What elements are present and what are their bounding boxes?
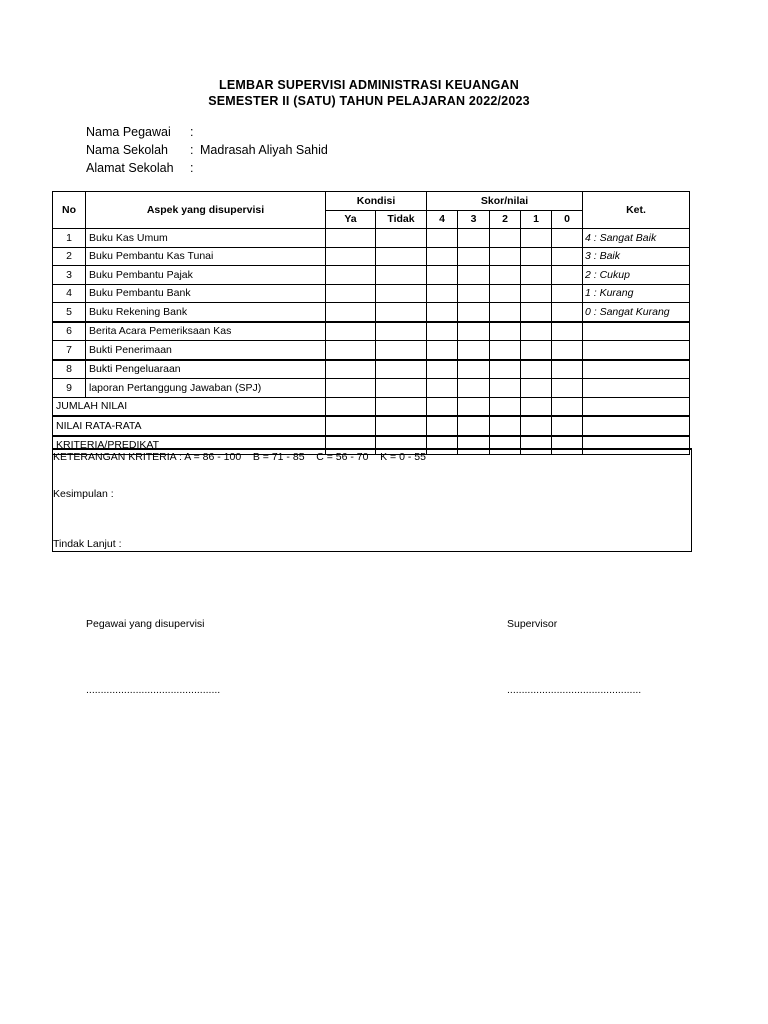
supervision-table: [52, 191, 690, 455]
skor-1-cell[interactable]: [521, 360, 552, 379]
skor-3-cell[interactable]: [458, 360, 490, 379]
cell[interactable]: [326, 416, 376, 436]
kondisi-tidak-cell[interactable]: [376, 322, 427, 341]
kondisi-ya-cell[interactable]: [326, 229, 376, 248]
row-aspek: Bukti Pengeluaraan: [86, 360, 326, 379]
skor-2-cell[interactable]: [490, 266, 521, 285]
kondisi-tidak-cell[interactable]: [376, 229, 427, 248]
cell[interactable]: [427, 416, 458, 436]
row-ket: 2 : Cukup: [583, 266, 690, 285]
cell[interactable]: [490, 397, 521, 416]
row-ket: [583, 379, 690, 398]
header-skor-3: 3: [458, 210, 490, 229]
header-skor-4: 4: [427, 210, 458, 229]
row-aspek: Buku Rekening Bank: [86, 303, 326, 322]
skor-1-cell[interactable]: [521, 284, 552, 303]
skor-1-cell[interactable]: [521, 229, 552, 248]
skor-0-cell[interactable]: [552, 247, 583, 266]
nama-pegawai-colon: :: [190, 125, 194, 139]
cell[interactable]: [376, 397, 427, 416]
kondisi-ya-cell[interactable]: [326, 303, 376, 322]
skor-2-cell[interactable]: [490, 247, 521, 266]
row-aspek: laporan Pertanggung Jawaban (SPJ): [86, 379, 326, 398]
pegawai-signature-line[interactable]: ..............................................: [86, 684, 221, 696]
notes-box: [52, 448, 692, 552]
skor-1-cell[interactable]: [521, 247, 552, 266]
cell[interactable]: [552, 397, 583, 416]
skor-3-cell[interactable]: [458, 266, 490, 285]
row-no: 1: [53, 229, 86, 248]
row-ket: 0 : Sangat Kurang: [583, 303, 690, 322]
kondisi-ya-cell[interactable]: [326, 379, 376, 398]
skor-2-cell[interactable]: [490, 360, 521, 379]
skor-2-cell[interactable]: [490, 284, 521, 303]
kondisi-ya-cell[interactable]: [326, 322, 376, 341]
skor-0-cell[interactable]: [552, 341, 583, 360]
skor-0-cell[interactable]: [552, 303, 583, 322]
row-no: 6: [53, 322, 86, 341]
row-aspek: Buku Pembantu Kas Tunai: [86, 247, 326, 266]
header-ya: Ya: [326, 210, 376, 229]
cell[interactable]: [427, 397, 458, 416]
kondisi-tidak-cell[interactable]: [376, 379, 427, 398]
row-no: 2: [53, 247, 86, 266]
supervisor-signature-label: Supervisor: [507, 618, 558, 630]
skor-1-cell[interactable]: [521, 303, 552, 322]
header-skor: Skor/nilai: [427, 192, 583, 211]
skor-4-cell[interactable]: [427, 341, 458, 360]
kondisi-tidak-cell[interactable]: [376, 360, 427, 379]
skor-2-cell[interactable]: [490, 322, 521, 341]
skor-4-cell[interactable]: [427, 266, 458, 285]
cell[interactable]: [376, 416, 427, 436]
row-no: 4: [53, 284, 86, 303]
row-aspek: Buku Pembantu Bank: [86, 284, 326, 303]
document-title-line2: SEMESTER II (SATU) TAHUN PELAJARAN 2022/2023: [208, 94, 530, 108]
summary-label-rata: NILAI RATA-RATA: [53, 416, 326, 436]
table-row: [53, 266, 690, 285]
pegawai-signature-label: Pegawai yang disupervisi: [86, 618, 205, 630]
skor-2-cell[interactable]: [490, 303, 521, 322]
tindak-lanjut-label: Tindak Lanjut :: [53, 538, 122, 550]
nama-sekolah-colon: :: [190, 143, 194, 157]
keterangan-kriteria: KETERANGAN KRITERIA : A = 86 - 100 B = 71 - 85 C = 56 - 70 K = 0 - 55: [53, 451, 426, 463]
skor-0-cell[interactable]: [552, 229, 583, 248]
row-ket: 3 : Baik: [583, 247, 690, 266]
row-ket: [583, 360, 690, 379]
skor-0-cell[interactable]: [552, 379, 583, 398]
summary-label-jumlah: JUMLAH NILAI: [53, 397, 326, 416]
skor-3-cell[interactable]: [458, 229, 490, 248]
header-ket: Ket.: [583, 192, 690, 229]
table-row: [53, 341, 690, 360]
skor-1-cell[interactable]: [521, 266, 552, 285]
row-ket: 4 : Sangat Baik: [583, 229, 690, 248]
skor-3-cell[interactable]: [458, 303, 490, 322]
row-ket: [583, 322, 690, 341]
skor-3-cell[interactable]: [458, 247, 490, 266]
kondisi-ya-cell[interactable]: [326, 341, 376, 360]
cell[interactable]: [326, 397, 376, 416]
table-row: [53, 322, 690, 341]
summary-label-kriteria: KRITERIA/PREDIKAT: [53, 436, 326, 455]
table-row: [53, 229, 690, 248]
cell[interactable]: [490, 416, 521, 436]
header-no: No: [53, 192, 86, 229]
header-skor-2: 2: [490, 210, 521, 229]
cell[interactable]: [552, 416, 583, 436]
row-aspek: Buku Pembantu Pajak: [86, 266, 326, 285]
kondisi-ya-cell[interactable]: [326, 360, 376, 379]
skor-1-cell[interactable]: [521, 322, 552, 341]
skor-4-cell[interactable]: [427, 379, 458, 398]
skor-1-cell[interactable]: [521, 341, 552, 360]
nama-pegawai-label: Nama Pegawai: [86, 125, 171, 139]
cell[interactable]: [583, 397, 690, 416]
table-row: [53, 247, 690, 266]
skor-3-cell[interactable]: [458, 341, 490, 360]
skor-0-cell[interactable]: [552, 266, 583, 285]
row-ket: [583, 341, 690, 360]
table-row: [53, 284, 690, 303]
kondisi-ya-cell[interactable]: [326, 247, 376, 266]
table-header-row: [53, 192, 690, 211]
row-no: 5: [53, 303, 86, 322]
kondisi-tidak-cell[interactable]: [376, 247, 427, 266]
summary-row-jumlah: [53, 397, 690, 416]
alamat-sekolah-label: Alamat Sekolah: [86, 161, 174, 175]
row-no: 7: [53, 341, 86, 360]
skor-4-cell[interactable]: [427, 322, 458, 341]
skor-0-cell[interactable]: [552, 284, 583, 303]
row-no: 9: [53, 379, 86, 398]
row-aspek: Berita Acara Pemeriksaan Kas: [86, 322, 326, 341]
table-body: [53, 229, 690, 398]
table-row: [53, 303, 690, 322]
skor-4-cell[interactable]: [427, 247, 458, 266]
nama-sekolah-value: Madrasah Aliyah Sahid: [200, 143, 328, 157]
header-skor-1: 1: [521, 210, 552, 229]
summary-row-rata: [53, 416, 690, 436]
header-kondisi: Kondisi: [326, 192, 427, 211]
alamat-sekolah-colon: :: [190, 161, 194, 175]
cell[interactable]: [521, 416, 552, 436]
skor-4-cell[interactable]: [427, 303, 458, 322]
cell[interactable]: [458, 416, 490, 436]
kesimpulan-label: Kesimpulan :: [53, 488, 114, 500]
cell[interactable]: [458, 397, 490, 416]
kondisi-ya-cell[interactable]: [326, 266, 376, 285]
skor-0-cell[interactable]: [552, 360, 583, 379]
row-no: 3: [53, 266, 86, 285]
supervisor-signature-line[interactable]: ..............................................: [507, 684, 642, 696]
skor-0-cell[interactable]: [552, 322, 583, 341]
skor-3-cell[interactable]: [458, 379, 490, 398]
kondisi-tidak-cell[interactable]: [376, 284, 427, 303]
table-row: [53, 379, 690, 398]
row-aspek: Buku Kas Umum: [86, 229, 326, 248]
skor-3-cell[interactable]: [458, 322, 490, 341]
skor-4-cell[interactable]: [427, 360, 458, 379]
row-no: 8: [53, 360, 86, 379]
header-skor-0: 0: [552, 210, 583, 229]
cell[interactable]: [521, 397, 552, 416]
kondisi-ya-cell[interactable]: [326, 284, 376, 303]
header-tidak: Tidak: [376, 210, 427, 229]
skor-2-cell[interactable]: [490, 229, 521, 248]
nama-sekolah-label: Nama Sekolah: [86, 143, 168, 157]
skor-2-cell[interactable]: [490, 341, 521, 360]
skor-2-cell[interactable]: [490, 379, 521, 398]
skor-3-cell[interactable]: [458, 284, 490, 303]
kondisi-tidak-cell[interactable]: [376, 303, 427, 322]
kondisi-tidak-cell[interactable]: [376, 341, 427, 360]
header-aspek: Aspek yang disupervisi: [86, 192, 326, 229]
table-row: [53, 360, 690, 379]
cell[interactable]: [583, 416, 690, 436]
row-aspek: Bukti Penerimaan: [86, 341, 326, 360]
row-ket: 1 : Kurang: [583, 284, 690, 303]
skor-4-cell[interactable]: [427, 229, 458, 248]
kondisi-tidak-cell[interactable]: [376, 266, 427, 285]
skor-1-cell[interactable]: [521, 379, 552, 398]
document-title-line1: LEMBAR SUPERVISI ADMINISTRASI KEUANGAN: [219, 78, 519, 92]
skor-4-cell[interactable]: [427, 284, 458, 303]
